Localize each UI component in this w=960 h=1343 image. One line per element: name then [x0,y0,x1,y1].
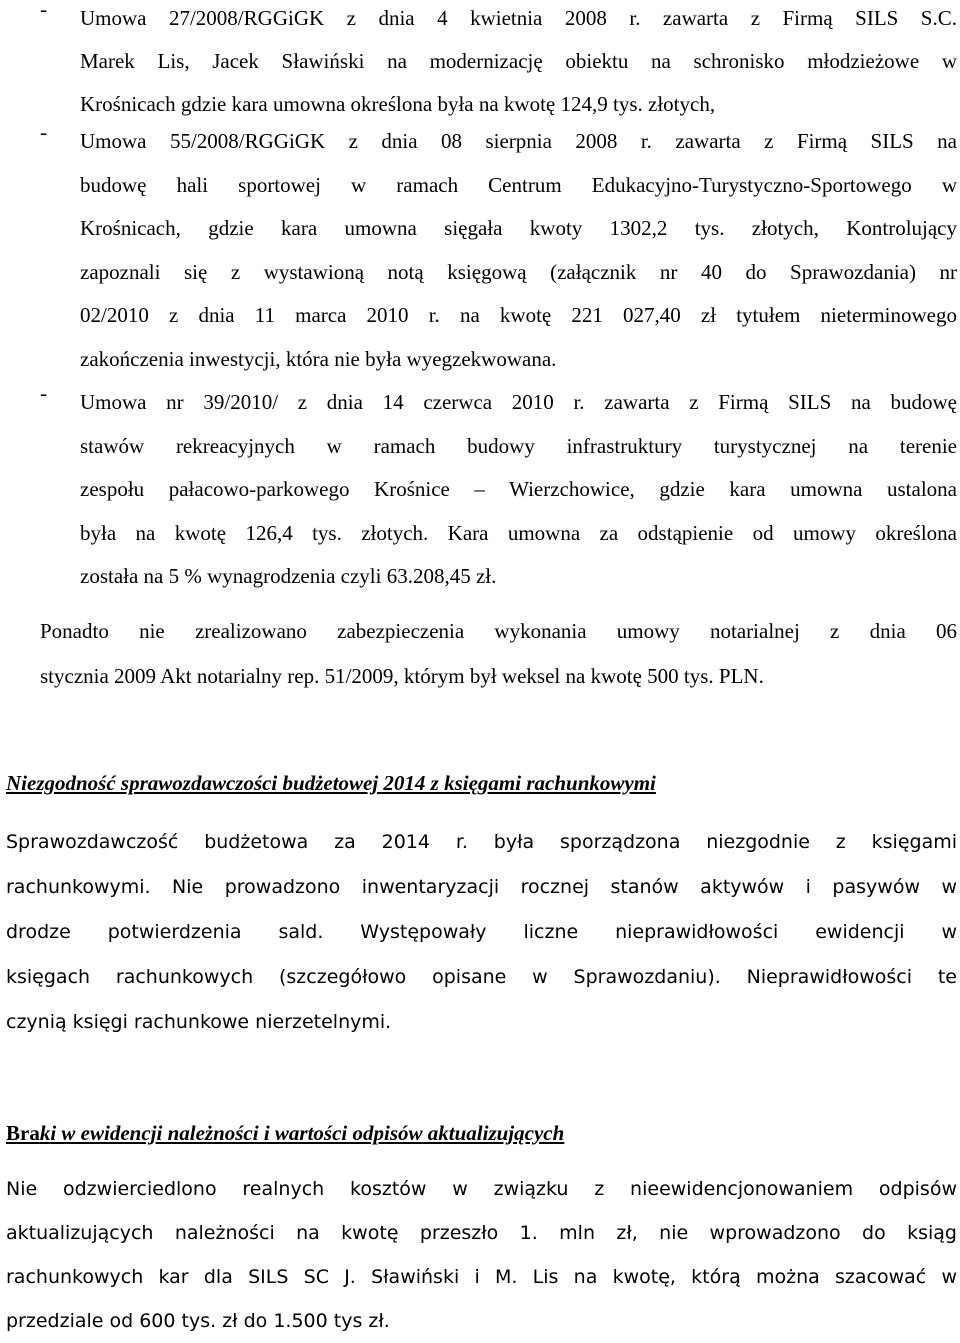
list-dash: - [40,0,47,21]
text-line: była na kwotę 126,4 tys. złotych. Kara umowna za odstąpienie od umowy określona [80,520,957,545]
paragraph-receivables [6,1167,957,1343]
list-item [80,120,957,381]
text-line: Sprawozdawczość budżetowa za 2014 r. była sporządzona niezgodnie z księgami [6,831,957,853]
text-line: czynią księgi rachunkowe nierzetelnymi. [6,1011,392,1033]
heading-upright-part: Bra [6,1121,40,1145]
list-item [80,0,957,126]
text-line: Ponadto nie zrealizowano zabezpieczenia wykonania umowy notarialnej z dnia 06 [40,619,957,643]
text-line: Krośnicach, gdzie kara umowna sięgała kwoty 1302,2 tys. złotych, Kontrolujący [80,216,957,240]
text-line: księgach rachunkowych (szczegółowo opisane w Sprawozdaniu). Nieprawidłowości te [6,966,957,988]
text-line: rachunkowych kar dla SILS SC J. Sławiński i M. Lis na kwotę, którą można szacować w [6,1266,957,1288]
list-item [80,381,957,599]
text-line: rachunkowymi. Nie prowadzono inwentaryzacji rocznej stanów aktywów i pasywów w [6,876,957,898]
text-line: zakończenia inwestycji, która nie była wyegzekwowana. [80,346,557,371]
text-line: Marek Lis, Jacek Sławiński na modernizację obiektu na schronisko młodzieżowe w [80,49,957,73]
text-line: drodze potwierdzenia sald. Występowały liczne nieprawidłowości ewidencji w [6,921,957,943]
heading-italic-part: ki w ewidencji należności i wartości odpisów aktualizujących [39,1121,565,1145]
text-line: stawów rekreacyjnych w ramach budowy infrastruktury turystycznej na terenie [80,433,957,458]
text-line: 02/2010 z dnia 11 marca 2010 r. na kwotę 221 027,40 zł tytułem nieterminowego [80,303,957,327]
text-line: budowę hali sportowej w ramach Centrum Edukacyjno-Turystyczno-Sportowego w [80,172,957,197]
paragraph-reporting [6,820,957,1045]
text-line: zapoznali się z wystawioną notą księgową (załącznik nr 40 do Sprawozdania) nr [80,259,957,284]
text-line: aktualizujących należności na kwotę przeszło 1. mln zł, nie wprowadzono do ksiąg [6,1222,957,1244]
text-line: Nie odzwierciedlono realnych kosztów w związku z nieewidencjonowaniem odpisów [6,1178,957,1200]
text-line: Umowa 55/2008/RGGiGK z dnia 08 sierpnia 2008 r. zawarta z Firmą SILS na [80,129,957,153]
text-line: przedziale od 600 tys. zł do 1.500 tys zł. [6,1310,390,1332]
paragraph-guarantee [40,609,957,699]
text-line: została na 5 % wynagrodzenia czyli 63.208,45 zł. [80,564,497,588]
text-line: zespołu pałacowo-parkowego Krośnice – Wierzchowice, gdzie kara umowna ustalona [80,477,957,501]
text-line: Umowa 27/2008/RGGiGK z dnia 4 kwietnia 2008 r. zawarta z Firmą SILS S.C. [80,6,957,30]
list-dash: - [40,120,47,144]
list-dash: - [40,381,47,405]
section-heading-receivables [6,1121,564,1146]
text-line: Krośnicach gdzie kara umowna określona była na kwotę 124,9 tys. złotych, [80,92,716,116]
section-heading-reporting: Niezgodność sprawozdawczości budżetowej 2014 z księgami rachunkowymi [6,771,656,795]
text-line: stycznia 2009 Akt notarialny rep. 51/2009, którym był weksel na kwotę 500 tys. PLN. [40,664,764,688]
text-line: Umowa nr 39/2010/ z dnia 14 czerwca 2010 r. zawarta z Firmą SILS na budowę [80,390,957,414]
